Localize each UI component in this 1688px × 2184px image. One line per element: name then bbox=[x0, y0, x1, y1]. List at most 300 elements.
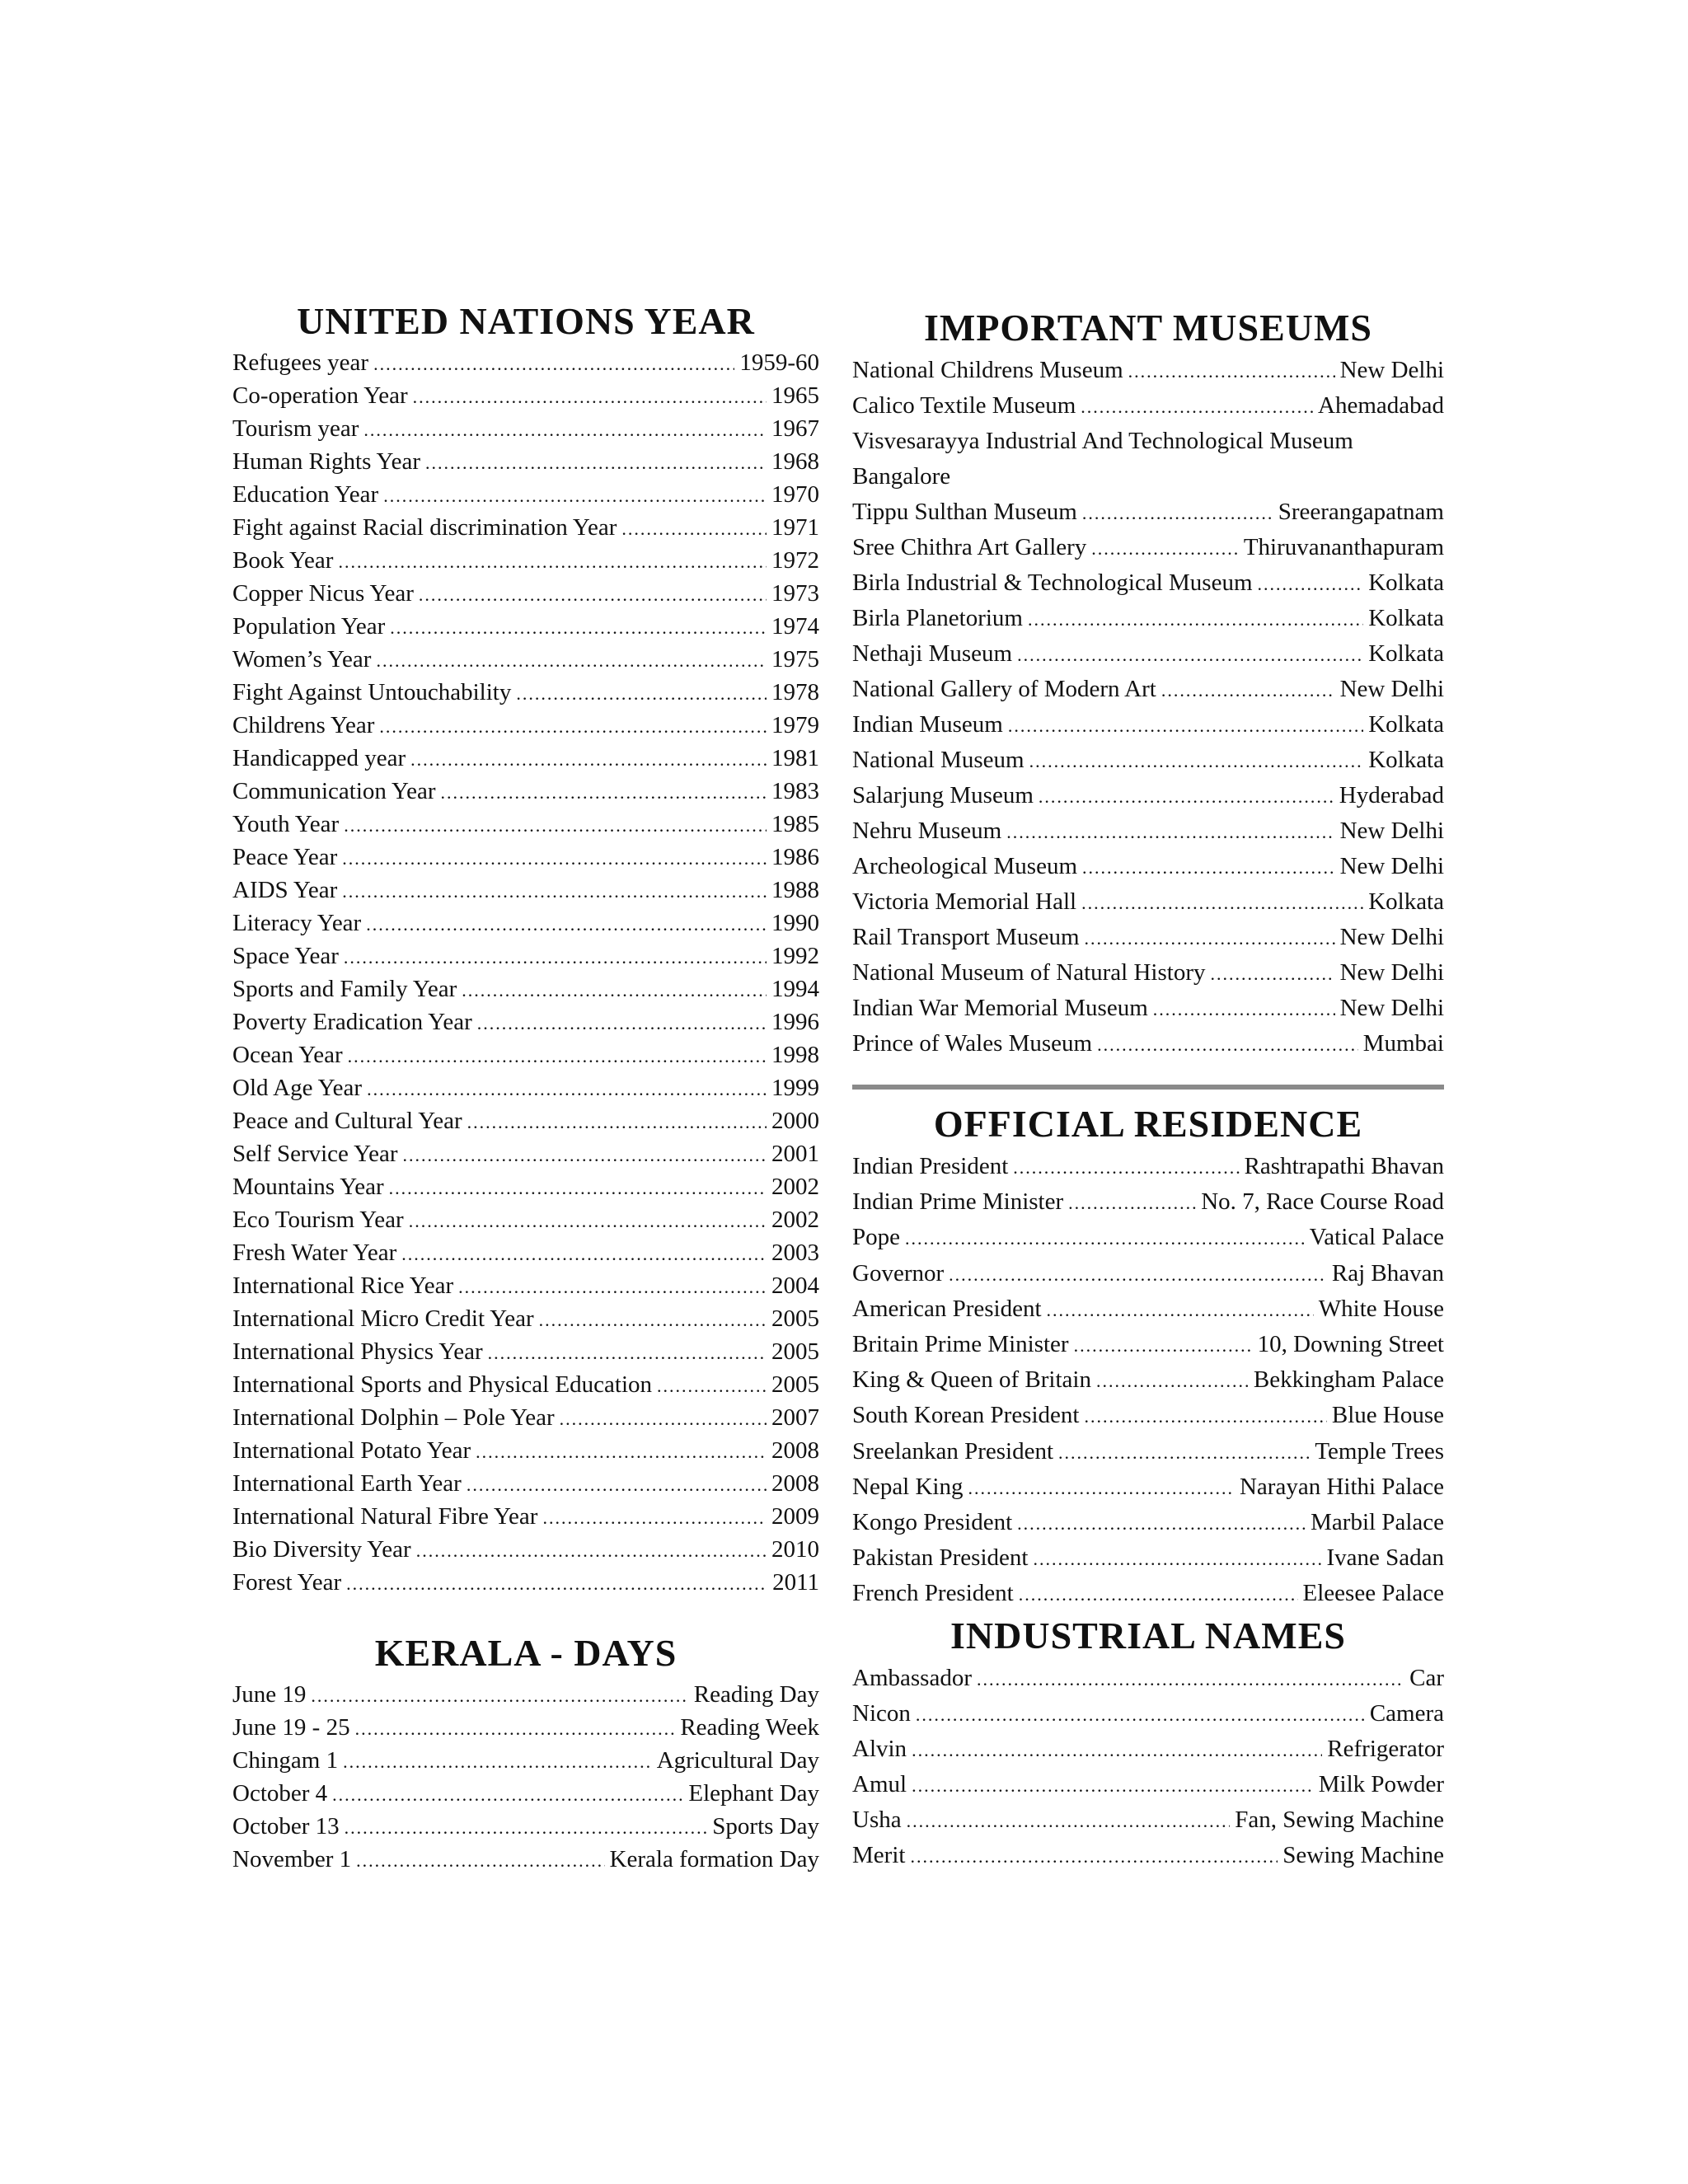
left-column bbox=[232, 297, 819, 1876]
item-value: 2002 bbox=[771, 1174, 819, 1200]
list-item bbox=[232, 1711, 819, 1744]
item-value: New Delhi bbox=[1339, 676, 1444, 702]
list-item bbox=[852, 388, 1444, 424]
dot-leader bbox=[311, 1680, 688, 1713]
item-value: Fan, Sewing Machine bbox=[1235, 1807, 1444, 1834]
item-name: Nicon bbox=[852, 1700, 911, 1727]
item-name: Nehru Museum bbox=[852, 818, 1002, 844]
list-item bbox=[852, 1256, 1444, 1291]
list-item bbox=[852, 1505, 1444, 1540]
list-item bbox=[852, 778, 1444, 813]
dot-leader bbox=[346, 1568, 767, 1601]
item-value: 2008 bbox=[771, 1437, 819, 1464]
list-item bbox=[232, 676, 819, 709]
list-item bbox=[232, 643, 819, 676]
item-value: New Delhi bbox=[1339, 959, 1444, 986]
dot-leader bbox=[379, 710, 767, 743]
item-value: Raj Bhavan bbox=[1331, 1259, 1444, 1286]
item-value: Narayan Hithi Palace bbox=[1239, 1473, 1444, 1500]
dot-leader bbox=[355, 1713, 676, 1746]
dot-leader bbox=[344, 941, 767, 974]
dot-leader bbox=[367, 1073, 767, 1106]
list-item bbox=[852, 1469, 1444, 1505]
item-name: International Earth Year bbox=[232, 1470, 462, 1497]
list-item bbox=[232, 742, 819, 775]
item-name: Peace and Cultural Year bbox=[232, 1108, 462, 1134]
list-item bbox=[852, 601, 1444, 636]
item-value: 1959-60 bbox=[739, 349, 819, 376]
dot-leader bbox=[363, 414, 767, 447]
section-divider bbox=[852, 1085, 1444, 1090]
list-item bbox=[232, 907, 819, 940]
item-name: Poverty Eradication Year bbox=[232, 1009, 472, 1035]
dot-leader bbox=[657, 1370, 767, 1403]
dot-leader bbox=[1013, 1150, 1239, 1185]
item-value: New Delhi bbox=[1339, 357, 1444, 383]
list-item bbox=[232, 1566, 819, 1599]
list-item bbox=[852, 1540, 1444, 1576]
list-item bbox=[852, 565, 1444, 601]
item-name: Archeological Museum bbox=[852, 853, 1078, 879]
item-name: October 4 bbox=[232, 1780, 328, 1807]
item-name: November 1 bbox=[232, 1846, 352, 1872]
dot-leader bbox=[409, 1205, 767, 1238]
item-value: 1998 bbox=[771, 1042, 819, 1068]
dot-leader bbox=[389, 1172, 767, 1205]
item-value: 2011 bbox=[772, 1569, 819, 1596]
dot-leader bbox=[1081, 885, 1363, 921]
dot-leader bbox=[1017, 1506, 1306, 1541]
item-name: Human Rights Year bbox=[232, 448, 420, 475]
item-name: American President bbox=[852, 1295, 1042, 1322]
list-item bbox=[852, 1434, 1444, 1469]
item-name: Bio Diversity Year bbox=[232, 1536, 411, 1563]
list-item bbox=[232, 1137, 819, 1170]
item-value: 2005 bbox=[771, 1305, 819, 1332]
item-value: Sports Day bbox=[712, 1813, 819, 1840]
list-item bbox=[852, 1576, 1444, 1611]
list-item bbox=[232, 577, 819, 610]
item-name: Fight against Racial discrimination Year bbox=[232, 514, 617, 541]
list-item bbox=[232, 445, 819, 478]
item-name: National Museum of Natural History bbox=[852, 959, 1206, 986]
item-value: Kolkata bbox=[1368, 888, 1444, 915]
item-value: No. 7, Race Course Road bbox=[1201, 1188, 1444, 1216]
dot-leader bbox=[1082, 850, 1335, 885]
dot-leader bbox=[332, 1779, 683, 1811]
item-name: Pope bbox=[852, 1224, 900, 1251]
dot-leader bbox=[1033, 1541, 1321, 1577]
item-value: White House bbox=[1318, 1295, 1444, 1322]
dot-leader bbox=[376, 644, 767, 677]
dot-leader bbox=[403, 1139, 767, 1172]
item-name: Fight Against Untouchability bbox=[232, 679, 512, 705]
item-name: Forest Year bbox=[232, 1569, 342, 1596]
item-name: June 19 bbox=[232, 1681, 307, 1708]
item-value: Refrigerator bbox=[1327, 1736, 1444, 1763]
item-value: Thiruvananthapuram bbox=[1243, 534, 1444, 560]
list-item bbox=[852, 1802, 1444, 1838]
item-value: 1978 bbox=[771, 679, 819, 705]
list-item bbox=[232, 379, 819, 412]
dot-leader bbox=[1091, 531, 1239, 566]
item-value: 1983 bbox=[771, 778, 819, 804]
item-value: 1973 bbox=[771, 580, 819, 607]
list-item bbox=[232, 1269, 819, 1302]
item-value: Blue House bbox=[1331, 1402, 1444, 1429]
item-name: Indian Museum bbox=[852, 711, 1003, 738]
list-item bbox=[852, 530, 1444, 565]
item-name: Birla Industrial & Technological Museum bbox=[852, 569, 1253, 596]
item-value: Ivane Sadan bbox=[1326, 1544, 1444, 1572]
dot-leader bbox=[356, 1844, 604, 1877]
dot-leader bbox=[910, 1839, 1278, 1874]
un-year-section bbox=[232, 297, 819, 1599]
item-value: New Delhi bbox=[1339, 853, 1444, 879]
item-name: Book Year bbox=[232, 547, 334, 574]
dot-leader bbox=[342, 842, 767, 875]
item-value: Reading Day bbox=[693, 1681, 819, 1708]
list-item bbox=[232, 1500, 819, 1533]
dot-leader bbox=[390, 612, 767, 644]
list-item bbox=[232, 841, 819, 874]
item-name: Population Year bbox=[232, 613, 386, 640]
item-name: Sports and Family Year bbox=[232, 976, 457, 1002]
item-name: Old Age Year bbox=[232, 1075, 363, 1101]
dot-leader bbox=[410, 743, 767, 776]
dot-leader bbox=[949, 1257, 1327, 1292]
item-value: 1965 bbox=[771, 382, 819, 409]
list-item bbox=[852, 849, 1444, 884]
item-value: 1999 bbox=[771, 1075, 819, 1101]
item-name: Communication Year bbox=[232, 778, 436, 804]
list-item bbox=[852, 813, 1444, 849]
item-name: Sree Chithra Art Gallery bbox=[852, 534, 1087, 560]
item-name: Alvin bbox=[852, 1736, 907, 1763]
item-name: Salarjung Museum bbox=[852, 782, 1034, 808]
dot-leader bbox=[560, 1403, 767, 1436]
dot-leader bbox=[401, 1238, 767, 1271]
dot-leader bbox=[342, 875, 767, 908]
item-name: King & Queen of Britain bbox=[852, 1366, 1091, 1394]
dot-leader bbox=[1068, 1185, 1196, 1221]
dot-leader bbox=[1161, 673, 1335, 708]
dot-leader bbox=[425, 447, 767, 480]
item-value: 2002 bbox=[771, 1207, 819, 1233]
item-name: Refugees year bbox=[232, 349, 369, 376]
dot-leader bbox=[383, 480, 767, 513]
item-value: 1985 bbox=[771, 811, 819, 837]
item-value: 2001 bbox=[771, 1141, 819, 1167]
dot-leader bbox=[462, 974, 767, 1007]
item-name: International Natural Fibre Year bbox=[232, 1503, 538, 1530]
item-name: National Museum bbox=[852, 747, 1025, 773]
dot-leader bbox=[1017, 637, 1363, 673]
item-name: AIDS Year bbox=[232, 877, 338, 903]
dot-leader bbox=[467, 1469, 767, 1502]
item-value: 1988 bbox=[771, 877, 819, 903]
dot-leader bbox=[1081, 389, 1313, 424]
dot-leader bbox=[1047, 1292, 1314, 1328]
list-item bbox=[232, 1038, 819, 1071]
list-item bbox=[232, 1170, 819, 1203]
item-value: 1975 bbox=[771, 646, 819, 673]
item-value: Agricultural Day bbox=[656, 1747, 819, 1774]
item-name: Tourism year bbox=[232, 415, 359, 442]
list-item bbox=[232, 1335, 819, 1368]
dot-leader bbox=[1084, 1399, 1326, 1434]
dot-leader bbox=[516, 677, 767, 710]
item-value: 2009 bbox=[771, 1503, 819, 1530]
dot-leader bbox=[419, 579, 767, 612]
list-item bbox=[232, 1236, 819, 1269]
item-name: Tippu Sulthan Museum bbox=[852, 499, 1077, 525]
kerala-days-title: KERALA - DAYS bbox=[374, 1632, 678, 1674]
item-value: 1990 bbox=[771, 910, 819, 936]
item-name: Victoria Memorial Hall bbox=[852, 888, 1077, 915]
residence-title: OFFICIAL RESIDENCE bbox=[933, 1103, 1363, 1145]
item-name: June 19 - 25 bbox=[232, 1714, 350, 1741]
item-name: Childrens Year bbox=[232, 712, 375, 738]
dot-leader bbox=[348, 1040, 767, 1073]
dot-leader bbox=[912, 1732, 1322, 1768]
dot-leader bbox=[1074, 1328, 1253, 1363]
item-value: Reading Week bbox=[680, 1714, 819, 1741]
list-item bbox=[852, 494, 1444, 530]
item-name: Ambassador bbox=[852, 1665, 972, 1692]
list-item bbox=[232, 1203, 819, 1236]
industrial-title: INDUSTRIAL NAMES bbox=[950, 1615, 1346, 1657]
dot-leader bbox=[1085, 921, 1335, 956]
item-name: Birla Planetorium bbox=[852, 605, 1023, 631]
item-value: Elephant Day bbox=[688, 1780, 819, 1807]
list-item bbox=[232, 1401, 819, 1434]
dot-leader bbox=[1006, 814, 1334, 850]
dot-leader bbox=[1097, 1027, 1358, 1062]
list-item bbox=[232, 1533, 819, 1566]
dot-leader bbox=[366, 908, 767, 941]
item-name: South Korean President bbox=[852, 1402, 1080, 1429]
dot-leader bbox=[1039, 779, 1334, 814]
item-value: 2007 bbox=[771, 1404, 819, 1431]
dot-leader bbox=[1058, 1435, 1310, 1470]
list-item bbox=[232, 775, 819, 808]
list-item bbox=[232, 1678, 819, 1711]
list-item bbox=[852, 884, 1444, 920]
item-value: New Delhi bbox=[1339, 924, 1444, 950]
item-name: Youth Year bbox=[232, 811, 340, 837]
item-name: Indian President bbox=[852, 1153, 1009, 1179]
item-name: International Sports and Physical Education bbox=[232, 1371, 653, 1398]
item-name: Pakistan President bbox=[852, 1544, 1029, 1572]
item-name: Merit bbox=[852, 1842, 906, 1869]
item-value: Eleesee Palace bbox=[1302, 1580, 1444, 1607]
residence-list bbox=[852, 1149, 1444, 1611]
list-item bbox=[852, 636, 1444, 672]
item-value: Kolkata bbox=[1368, 640, 1444, 667]
item-name: Amul bbox=[852, 1771, 907, 1798]
item-name: Nepal King bbox=[852, 1473, 964, 1500]
item-name: Women’s Year bbox=[232, 646, 372, 673]
list-item bbox=[232, 511, 819, 544]
list-item bbox=[852, 672, 1444, 707]
item-name: Governor bbox=[852, 1259, 945, 1286]
dot-leader bbox=[441, 776, 767, 809]
item-value: Ahemadabad bbox=[1318, 392, 1444, 419]
museums-title: IMPORTANT MUSEUMS bbox=[924, 307, 1372, 349]
list-item bbox=[232, 478, 819, 511]
item-name: International Micro Credit Year bbox=[232, 1305, 534, 1332]
list-item bbox=[232, 1777, 819, 1810]
item-value: 1981 bbox=[771, 745, 819, 771]
item-name: Mountains Year bbox=[232, 1174, 384, 1200]
item-value: Kolkata bbox=[1368, 605, 1444, 631]
dot-leader bbox=[476, 1436, 767, 1469]
list-item bbox=[852, 1398, 1444, 1433]
item-name: Usha bbox=[852, 1807, 902, 1834]
dot-leader bbox=[912, 1768, 1314, 1803]
list-item bbox=[852, 1732, 1444, 1767]
item-name: Rail Transport Museum bbox=[852, 924, 1080, 950]
list-item bbox=[852, 707, 1444, 743]
un-year-list bbox=[232, 346, 819, 1599]
item-name: October 13 bbox=[232, 1813, 340, 1840]
list-item bbox=[852, 1149, 1444, 1184]
item-value: Kolkata bbox=[1368, 747, 1444, 773]
item-name: Education Year bbox=[232, 481, 379, 508]
item-value: Camera bbox=[1369, 1700, 1444, 1727]
item-value: 1994 bbox=[771, 976, 819, 1002]
item-value: New Delhi bbox=[1339, 995, 1444, 1021]
museums-list bbox=[852, 353, 1444, 1062]
item-name: French President bbox=[852, 1580, 1014, 1607]
list-item bbox=[232, 1104, 819, 1137]
item-value: 2005 bbox=[771, 1338, 819, 1365]
item-value: 1996 bbox=[771, 1009, 819, 1035]
item-name: Kongo President bbox=[852, 1508, 1013, 1535]
item-name: Self Service Year bbox=[232, 1141, 398, 1167]
item-name: Co-operation Year bbox=[232, 382, 408, 409]
industrial-section bbox=[852, 1611, 1444, 1873]
item-value: Car bbox=[1409, 1665, 1444, 1692]
item-name: International Physics Year bbox=[232, 1338, 483, 1365]
list-item bbox=[852, 1767, 1444, 1802]
dot-leader bbox=[467, 1106, 767, 1139]
kerala-days-list bbox=[232, 1678, 819, 1876]
dot-leader bbox=[1008, 708, 1363, 743]
list-item bbox=[232, 1810, 819, 1843]
dot-leader bbox=[907, 1803, 1231, 1839]
dot-leader bbox=[477, 1007, 767, 1040]
item-value: Kolkata bbox=[1368, 711, 1444, 738]
item-value: 1979 bbox=[771, 712, 819, 738]
dot-leader bbox=[373, 348, 734, 381]
item-value: 1971 bbox=[771, 514, 819, 541]
list-item bbox=[852, 1661, 1444, 1696]
item-value: 2010 bbox=[771, 1536, 819, 1563]
museums-section bbox=[852, 303, 1444, 1062]
item-value: 1974 bbox=[771, 613, 819, 640]
item-value: Hyderabad bbox=[1339, 782, 1444, 808]
item-value: 1972 bbox=[771, 547, 819, 574]
item-value: Temple Trees bbox=[1315, 1437, 1444, 1465]
item-value: 1992 bbox=[771, 943, 819, 969]
list-item bbox=[232, 1434, 819, 1467]
item-value: 2008 bbox=[771, 1470, 819, 1497]
list-item bbox=[852, 1362, 1444, 1398]
industrial-list bbox=[852, 1661, 1444, 1873]
item-name: Eco Tourism Year bbox=[232, 1207, 404, 1233]
right-column bbox=[852, 303, 1444, 1873]
list-item bbox=[852, 1327, 1444, 1362]
list-item bbox=[232, 1005, 819, 1038]
list-item: Visvesarayya Industrial And Technological Museum Bangalore bbox=[852, 428, 1353, 490]
dot-leader bbox=[1019, 1577, 1298, 1612]
dot-leader bbox=[621, 513, 767, 546]
list-item bbox=[852, 1026, 1444, 1062]
dot-leader bbox=[344, 809, 767, 842]
item-name: Calico Textile Museum bbox=[852, 392, 1076, 419]
dot-leader bbox=[905, 1221, 1305, 1256]
list-item bbox=[852, 991, 1444, 1026]
item-name: Handicapped year bbox=[232, 745, 406, 771]
item-name: Prince of Wales Museum bbox=[852, 1030, 1093, 1057]
dot-leader bbox=[968, 1470, 1235, 1506]
list-item bbox=[232, 544, 819, 577]
item-name: Fresh Water Year bbox=[232, 1240, 397, 1266]
list-item bbox=[232, 940, 819, 972]
item-name: Britain Prime Minister bbox=[852, 1330, 1069, 1357]
dot-leader bbox=[1082, 495, 1273, 531]
item-name: Sreelankan President bbox=[852, 1437, 1054, 1465]
list-item bbox=[852, 1838, 1444, 1873]
dot-leader bbox=[977, 1661, 1404, 1697]
list-item bbox=[852, 353, 1444, 388]
dot-leader bbox=[345, 1811, 708, 1844]
item-value: New Delhi bbox=[1339, 818, 1444, 844]
list-item bbox=[232, 1843, 819, 1876]
residence-section bbox=[852, 1099, 1444, 1611]
item-value: 1986 bbox=[771, 844, 819, 870]
dot-leader bbox=[488, 1337, 767, 1370]
list-item bbox=[852, 1220, 1444, 1255]
dot-leader bbox=[343, 1746, 652, 1779]
list-item bbox=[852, 1291, 1444, 1327]
list-item bbox=[232, 346, 819, 379]
item-name: Ocean Year bbox=[232, 1042, 343, 1068]
item-name: Peace Year bbox=[232, 844, 338, 870]
item-value: Milk Powder bbox=[1318, 1771, 1444, 1798]
dot-leader bbox=[916, 1697, 1365, 1732]
dot-leader bbox=[1153, 991, 1335, 1027]
list-item bbox=[232, 972, 819, 1005]
item-value: Marbil Palace bbox=[1311, 1508, 1444, 1535]
item-name: International Potato Year bbox=[232, 1437, 471, 1464]
list-item bbox=[852, 1184, 1444, 1220]
dot-leader bbox=[458, 1271, 767, 1304]
dot-leader bbox=[1029, 743, 1364, 779]
dot-leader bbox=[1028, 602, 1363, 637]
item-name: International Rice Year bbox=[232, 1272, 454, 1299]
list-item bbox=[232, 808, 819, 841]
dot-leader bbox=[413, 381, 767, 414]
item-name: Indian War Memorial Museum bbox=[852, 995, 1148, 1021]
item-value: 2005 bbox=[771, 1371, 819, 1398]
list-item bbox=[852, 920, 1444, 955]
un-year-title: UNITED NATIONS YEAR bbox=[297, 300, 755, 342]
item-value: 2000 bbox=[771, 1108, 819, 1134]
dot-leader bbox=[416, 1535, 767, 1568]
